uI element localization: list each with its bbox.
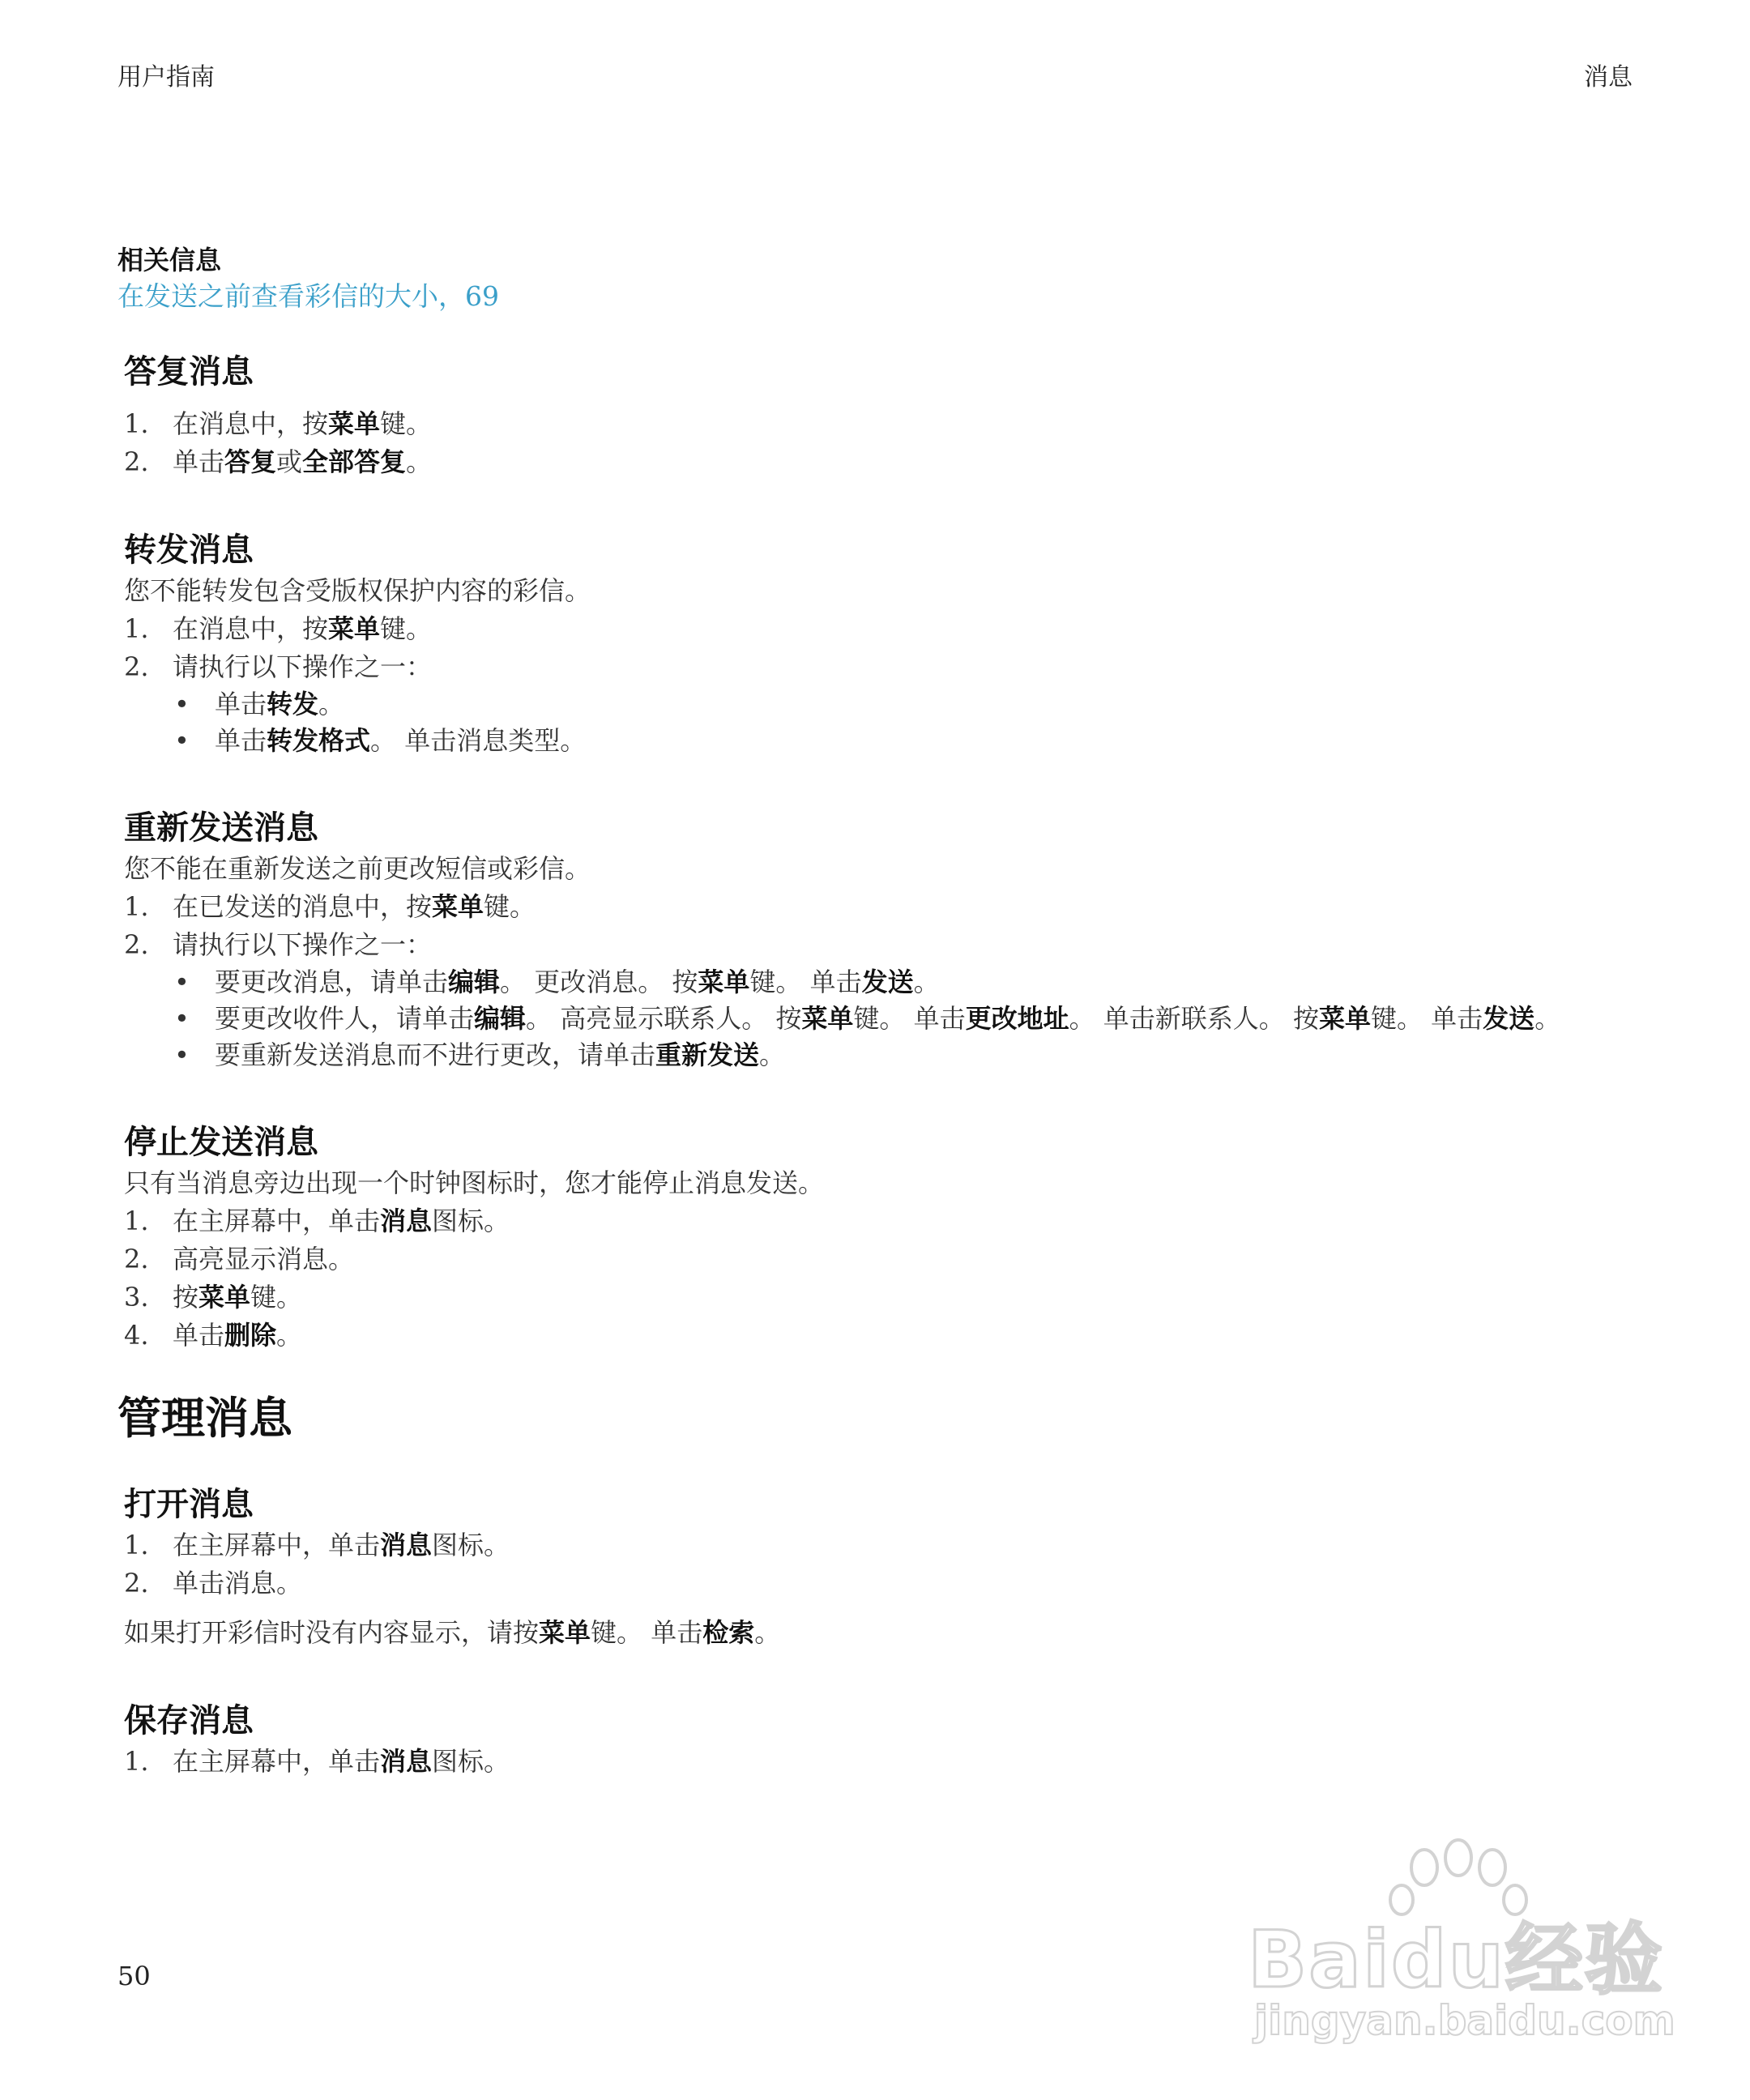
- step-text: 键。: [380, 408, 433, 439]
- step-text: 键。: [484, 891, 536, 922]
- step-number: 2.: [124, 446, 149, 477]
- step-text: 请执行以下操作之一：: [173, 651, 433, 682]
- step-text: 或: [276, 446, 303, 477]
- step-text: 图标。: [432, 1206, 510, 1236]
- step-text: 请执行以下操作之一：: [173, 929, 433, 960]
- step-number: 1.: [124, 408, 149, 439]
- header-left: 用户指南: [117, 63, 215, 92]
- keyword: 消息: [380, 1530, 433, 1560]
- bullet-text: 。: [318, 689, 345, 719]
- step-number: 2.: [124, 1244, 149, 1274]
- keyword: 重新发送: [655, 1039, 760, 1070]
- step-text: 在主屏幕中，单击: [173, 1530, 381, 1560]
- bullet-text: 。 单击新联系人。 按: [1069, 1003, 1319, 1034]
- step: [124, 888, 1641, 926]
- section-intro: 您不能在重新发送之前更改短信或彩信。: [124, 853, 591, 884]
- bullet-text: 单击: [215, 689, 267, 719]
- note-text: 键。 单击: [591, 1617, 703, 1648]
- step-text: 在消息中，按: [173, 613, 329, 644]
- watermark-url: jingyan.baidu.com: [1254, 1997, 1675, 2044]
- keyword: 编辑: [474, 1003, 527, 1034]
- bullet-text: 要重新发送消息而不进行更改，请单击: [215, 1039, 656, 1070]
- step-text: 键。: [250, 1282, 303, 1312]
- keyword: 菜单: [801, 1003, 854, 1034]
- step-number: 4.: [124, 1320, 149, 1351]
- bullet-text: 键。 单击: [1370, 1003, 1483, 1034]
- step-text: 单击: [173, 1320, 225, 1351]
- section-title: 转发消息: [124, 531, 254, 569]
- related-info-link[interactable]: 在发送之前查看彩信的大小，69: [117, 280, 499, 312]
- section-open: [124, 1483, 1641, 1652]
- section-note: [124, 1614, 1641, 1652]
- section-title: 重新发送消息: [124, 809, 318, 847]
- bullet-item: [173, 964, 1641, 1001]
- step-text: 按: [173, 1282, 199, 1312]
- bullet-item: [173, 1037, 1641, 1073]
- keyword: 更改地址: [965, 1003, 1069, 1034]
- section-title: 保存消息: [124, 1702, 254, 1739]
- keyword: 菜单: [198, 1282, 251, 1312]
- section-title: 答复消息: [124, 353, 254, 391]
- content: [117, 241, 1641, 1781]
- step-text: 单击消息。: [173, 1568, 303, 1598]
- step-text: 在主屏幕中，单击: [173, 1206, 381, 1236]
- step: [124, 443, 1641, 481]
- keyword: 发送: [1483, 1003, 1535, 1034]
- keyword: 菜单: [539, 1617, 591, 1648]
- section-title: 打开消息: [124, 1486, 254, 1523]
- keyword: 发送: [861, 967, 914, 997]
- step-text: 在消息中，按: [173, 408, 329, 439]
- keyword: 转发格式: [267, 725, 371, 756]
- section-intro: 您不能转发包含受版权保护内容的彩信。: [124, 575, 591, 606]
- page-number: 50: [117, 1961, 151, 1991]
- step: [124, 1202, 1641, 1240]
- bullet-item: [173, 723, 1641, 759]
- step-number: 2.: [124, 651, 149, 682]
- section-stop-sending: [124, 1120, 1641, 1355]
- step-number: 1.: [124, 1206, 149, 1236]
- section-title: 停止发送消息: [124, 1124, 318, 1161]
- step: [124, 1317, 1641, 1355]
- step: [124, 1240, 1641, 1278]
- keyword: 消息: [380, 1206, 433, 1236]
- keyword: 全部答复: [302, 446, 407, 477]
- step-number: 1.: [124, 891, 149, 922]
- keyword: 检索: [702, 1617, 755, 1648]
- keyword: 菜单: [1318, 1003, 1371, 1034]
- step-text: 高亮显示消息。: [173, 1244, 355, 1274]
- bullet-text: 键。 单击: [749, 967, 862, 997]
- step: [124, 610, 1641, 648]
- keyword: 消息: [380, 1746, 433, 1777]
- section-resend: [124, 806, 1641, 1073]
- step-text: 键。: [380, 613, 433, 644]
- note-text: 。: [754, 1617, 781, 1648]
- step: [124, 648, 1641, 686]
- step: [124, 1278, 1641, 1317]
- bullet-text: 要更改消息，请单击: [215, 967, 449, 997]
- keyword: 转发: [267, 689, 319, 719]
- bullet-item: [173, 686, 1641, 723]
- bullet-text: 。 高亮显示联系人。 按: [526, 1003, 802, 1034]
- step-text: 图标。: [432, 1746, 510, 1777]
- step-number: 1.: [124, 1746, 149, 1777]
- step-number: 2.: [124, 1568, 149, 1598]
- step-number: 3.: [124, 1282, 149, 1312]
- keyword: 编辑: [448, 967, 501, 997]
- bullet-text: 。 单击消息类型。: [370, 725, 587, 756]
- bullet-text: 要更改收件人，请单击: [215, 1003, 475, 1034]
- step-text: 在已发送的消息中，按: [173, 891, 433, 922]
- keyword: 答复: [224, 446, 277, 477]
- keyword: 菜单: [328, 408, 381, 439]
- keyword: 菜单: [328, 613, 381, 644]
- keyword: 菜单: [432, 891, 484, 922]
- bullet-text: 。 更改消息。 按: [500, 967, 698, 997]
- section-intro: 只有当消息旁边出现一个时钟图标时，您才能停止消息发送。: [124, 1167, 825, 1198]
- step-number: 1.: [124, 1530, 149, 1560]
- watermark-brand: Baidu经验: [1248, 1914, 1664, 2005]
- step-text: 单击: [173, 446, 225, 477]
- step-text: 。: [406, 446, 433, 477]
- step-text: 在主屏幕中，单击: [173, 1746, 381, 1777]
- keyword: 删除: [224, 1320, 277, 1351]
- section-reply: [124, 350, 1641, 481]
- bullet-item: [173, 1001, 1641, 1037]
- note-text: 如果打开彩信时没有内容显示，请按: [124, 1617, 540, 1648]
- bullet-text: 。: [913, 967, 940, 997]
- bullet-text: 单击: [215, 725, 267, 756]
- step-text: 。: [276, 1320, 303, 1351]
- step-text: 图标。: [432, 1530, 510, 1560]
- section-save: [124, 1699, 1641, 1781]
- header-right: 消息: [1584, 63, 1633, 92]
- bullet-text: 。: [1534, 1003, 1561, 1034]
- step: [124, 1564, 1641, 1603]
- bullet-text: 键。 单击: [853, 1003, 966, 1034]
- section-forward: [124, 528, 1641, 759]
- keyword: 菜单: [698, 967, 750, 997]
- step-number: 1.: [124, 613, 149, 644]
- step: [124, 926, 1641, 964]
- step: [124, 1743, 1641, 1781]
- step: [124, 1526, 1641, 1564]
- chapter-title: 管理消息: [117, 1393, 292, 1444]
- step-number: 2.: [124, 929, 149, 960]
- related-info-title: 相关信息: [117, 245, 222, 275]
- step: [124, 405, 1641, 443]
- baidu-watermark: [1248, 1835, 1675, 2054]
- bullet-text: 。: [759, 1039, 786, 1070]
